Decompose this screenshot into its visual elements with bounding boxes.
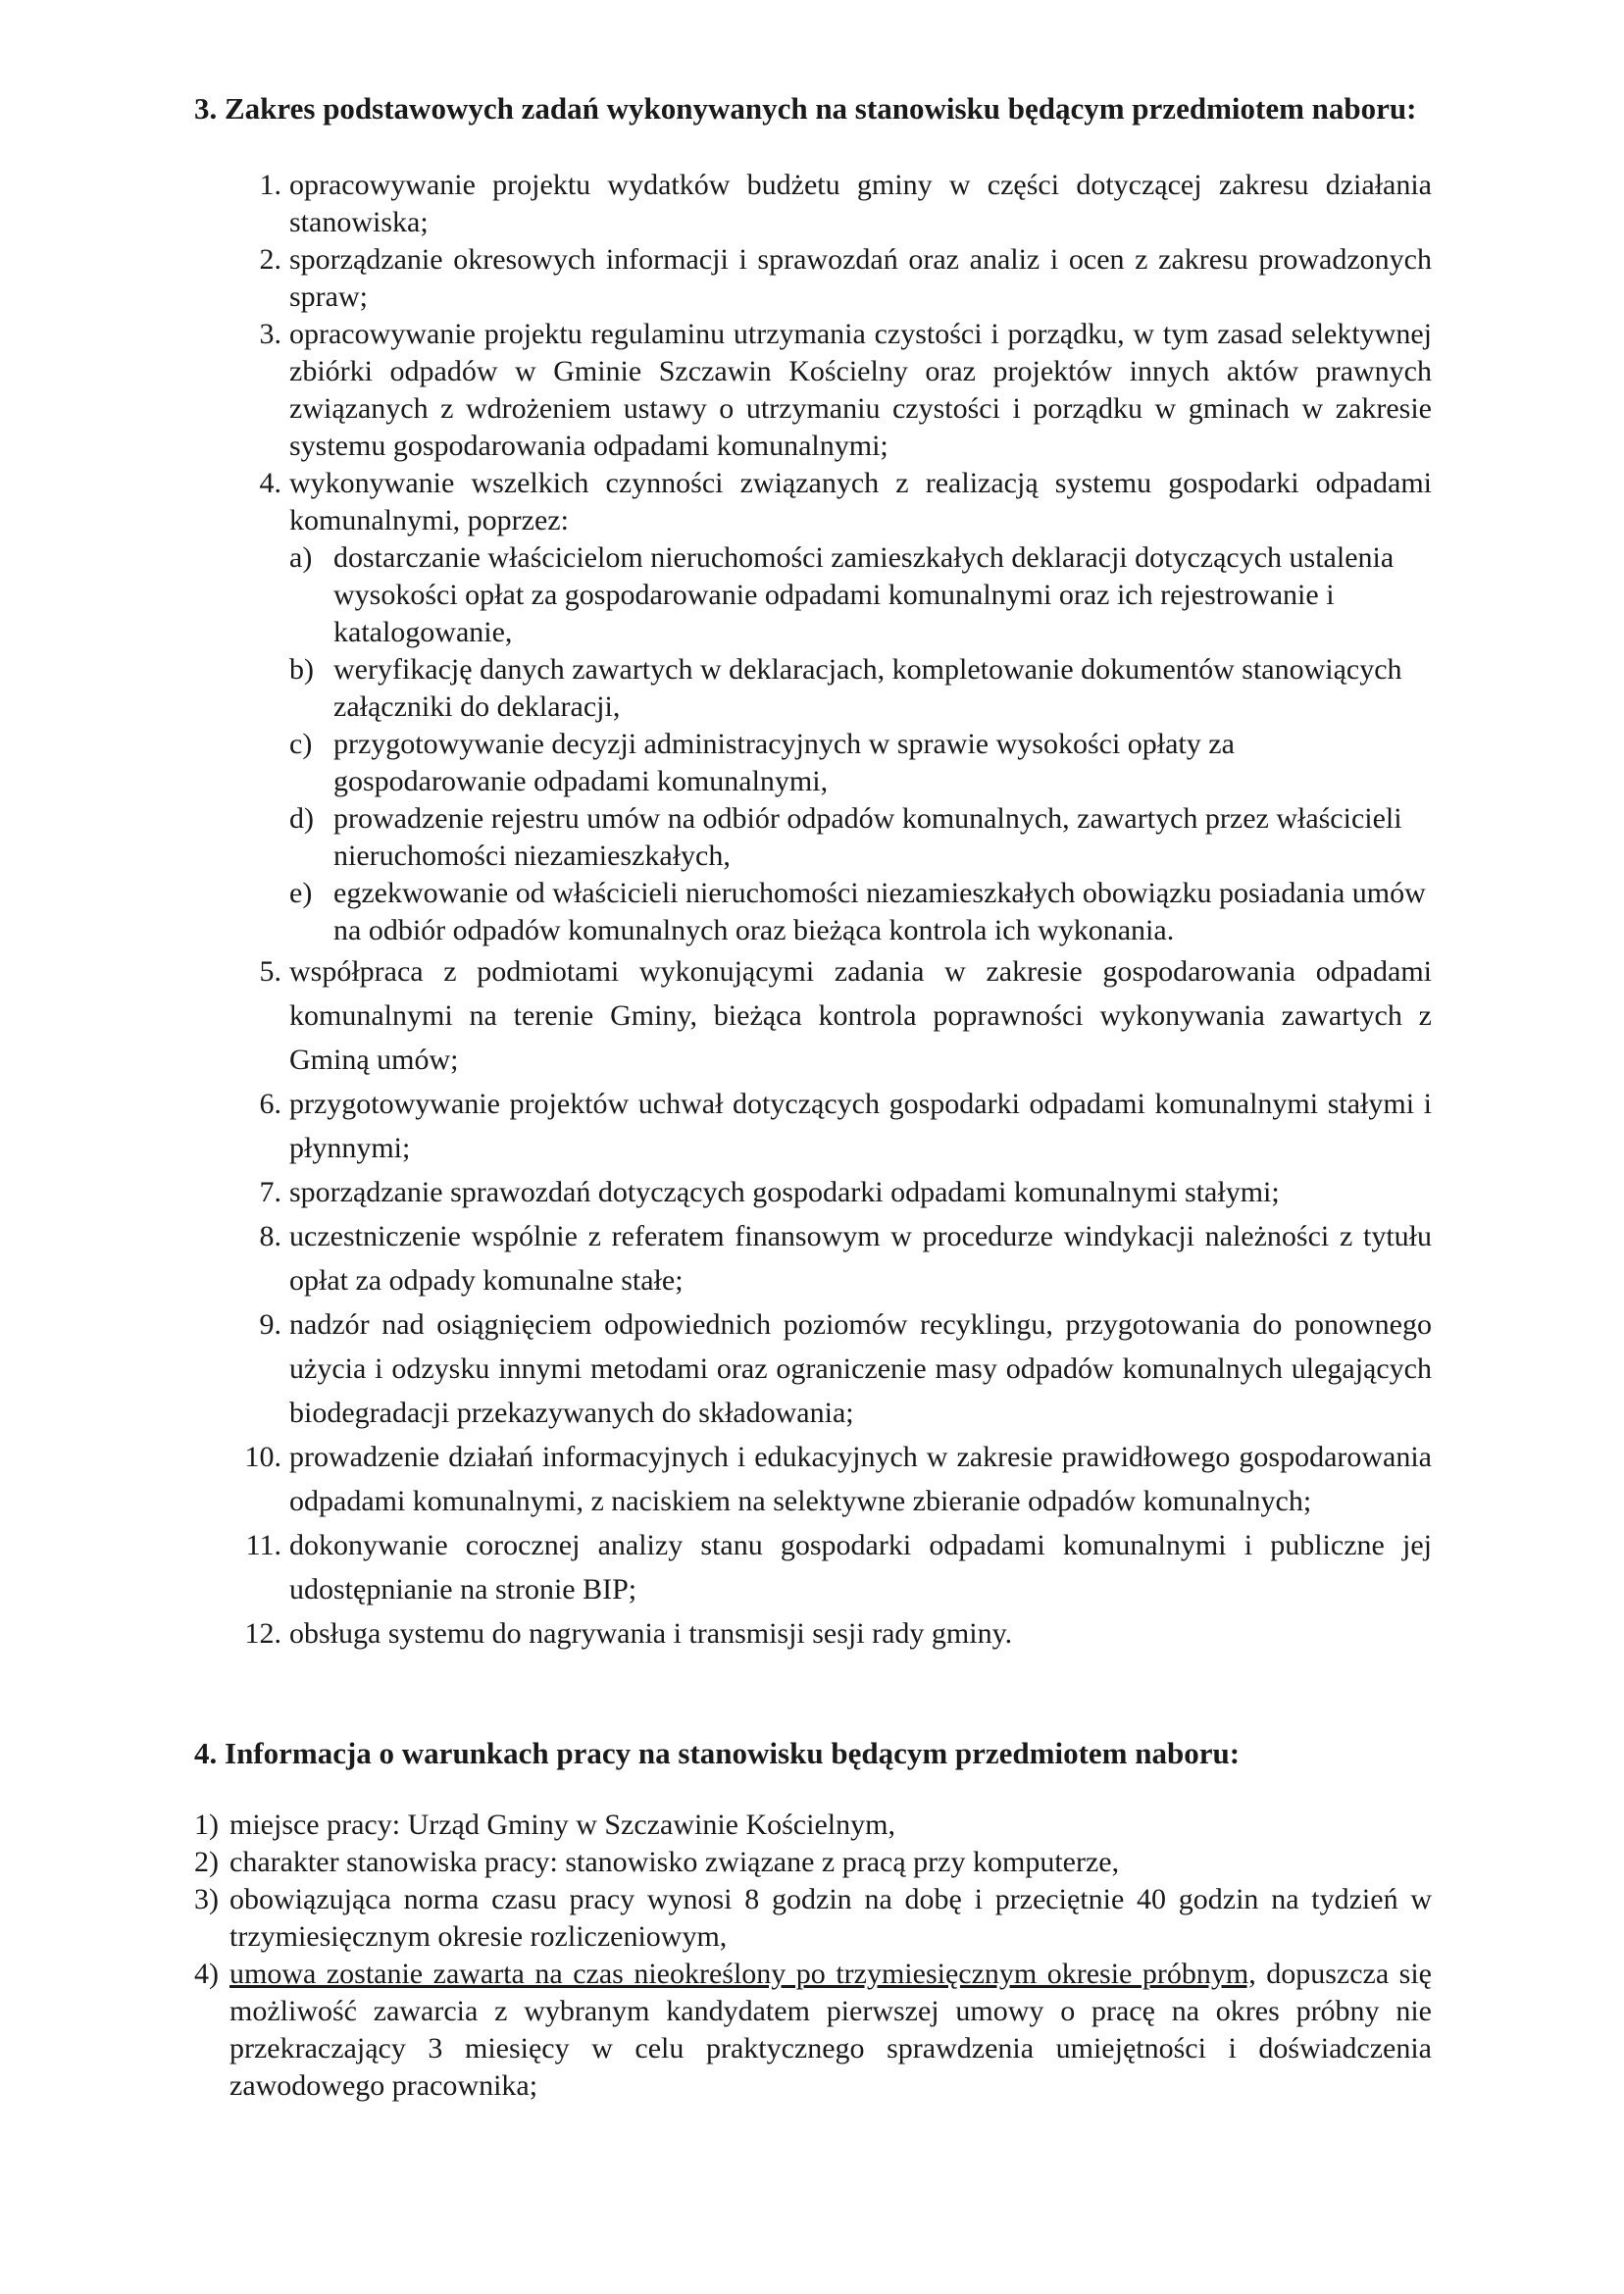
item-number: 6. [259, 1088, 281, 1120]
sub-item-text: prowadzenie rejestru umów na odbiór odpadów komunalnych, zawartych przez właścicieli nieruchomości niezamieszkałych, [333, 802, 1402, 872]
item-text: dokonywanie corocznej analizy stanu gospodarki odpadami komunalnymi i publiczne jej udostępnianie na stronie BIP; [289, 1529, 1432, 1606]
sub-item-text: dostarczanie właścicielom nieruchomości zamieszkałych deklaracji dotyczących ustalenia wysokości opłat za gospodarowanie odpadami komunalnymi oraz ich rejestrowanie i katalogowanie, [333, 541, 1395, 648]
item-number: 4. [259, 467, 281, 499]
section-3-task-list [194, 167, 1432, 1656]
sub-item-label: a) [289, 541, 313, 574]
item-number: 2) [194, 1846, 219, 1878]
sub-item-label: c) [289, 728, 313, 760]
sub-list-item [289, 875, 1432, 949]
list-item [194, 316, 1432, 465]
sub-item-label: e) [289, 877, 313, 909]
item-text: obowiązująca norma czasu pracy wynosi 8 godzin na dobę i przeciętnie 40 godzin na tydzień w trzymiesięcznym okresie rozliczeniowym, [229, 1883, 1432, 1953]
section-4-conditions-list [194, 1807, 1432, 2105]
list-item [194, 1881, 1432, 1956]
item-number: 9. [259, 1308, 281, 1341]
underlined-text: umowa zostanie zawarta na czas nieokreślony po trzymiesięcznym okresie próbnym, [229, 1958, 1256, 1990]
list-item [194, 241, 1432, 316]
sub-list-item [289, 800, 1432, 875]
list-item [194, 1611, 1432, 1656]
item-text: prowadzenie działań informacyjnych i edukacyjnych w zakresie prawidłowego gospodarowania odpadami komunalnymi, z naciskiem na selektywne zbieranie odpadów komunalnych; [289, 1441, 1432, 1517]
item-text: opracowywanie projektu wydatków budżetu gminy w części dotyczącej zakresu działania stanowiska; [289, 169, 1432, 238]
list-item [194, 167, 1432, 241]
list-item [194, 1082, 1432, 1170]
item-text: uczestniczenie wspólnie z referatem finansowym w procedurze windykacji należności z tytułu opłat za odpady komunalne stałe; [289, 1220, 1432, 1297]
list-item [194, 465, 1432, 949]
item-number: 12. [244, 1617, 281, 1650]
list-item [194, 1214, 1432, 1302]
item-number: 8. [259, 1220, 281, 1252]
list-item [194, 1302, 1432, 1435]
item-number: 3. [259, 318, 281, 350]
sub-item-text: przygotowywanie decyzji administracyjnych w sprawie wysokości opłaty za gospodarowanie odpadami komunalnymi, [333, 728, 1235, 797]
sub-item-text: egzekwowanie od właścicieli nieruchomości niezamieszkałych obowiązku posiadania umów na odbiór odpadów komunalnych oraz bieżąca kontrola ich wykonania. [333, 877, 1426, 946]
sub-list-item [289, 539, 1432, 651]
sub-list [289, 539, 1432, 949]
item-text: charakter stanowiska pracy: stanowisko związane z pracą przy komputerze, [229, 1846, 1120, 1878]
item-text: wykonywanie wszelkich czynności związanych z realizacją systemu gospodarki odpadami komunalnymi, poprzez: [289, 467, 1432, 536]
sub-list-item [289, 726, 1432, 800]
list-item [194, 1170, 1432, 1214]
item-text: miejsce pracy: Urząd Gminy w Szczawinie Kościelnym, [229, 1809, 895, 1841]
item-number: 5. [259, 955, 281, 988]
sub-item-text: weryfikację danych zawartych w deklaracjach, kompletowanie dokumentów stanowiących załączniki do deklaracji, [333, 653, 1402, 723]
item-number: 11. [245, 1529, 281, 1561]
section-3-heading: 3. Zakres podstawowych zadań wykonywanych na stanowisku będącym przedmiotem naboru: [194, 91, 1417, 126]
item-text: sporządzanie okresowych informacji i sprawozdań oraz analiz i ocen z zakresu prowadzonych spraw; [289, 243, 1432, 313]
item-text: współpraca z podmiotami wykonującymi zadania w zakresie gospodarowania odpadami komunalnymi na terenie Gminy, bieżąca kontrola poprawności wykonywania zawartych z Gminą umów; [289, 955, 1432, 1076]
item-number: 7. [259, 1176, 281, 1208]
sub-item-label: b) [289, 653, 314, 686]
item-text: przygotowywanie projektów uchwał dotyczących gospodarki odpadami komunalnymi stałymi i płynnymi; [289, 1088, 1432, 1164]
list-item [194, 1844, 1432, 1881]
item-text: opracowywanie projektu regulaminu utrzymania czystości i porządku, w tym zasad selektywnej zbiórki odpadów w Gminie Szczawin Kościelny oraz projektów innych aktów prawnych związanych z wdrożeniem ustawy o utrzymaniu czystości i porządku w gminach w zakresie systemu gospodarowania odpadami komunalnymi; [289, 318, 1432, 462]
list-item [194, 1807, 1432, 1844]
item-text: sporządzanie sprawozdań dotyczących gospodarki odpadami komunalnymi stałymi; [289, 1176, 1280, 1208]
item-number: 1. [259, 169, 281, 201]
list-item [194, 949, 1432, 1082]
list-item [194, 1435, 1432, 1523]
sub-item-label: d) [289, 802, 314, 835]
item-number: 10. [244, 1441, 281, 1473]
item-text: obsługa systemu do nagrywania i transmisji sesji rady gminy. [289, 1617, 1013, 1650]
item-content [289, 465, 1432, 949]
item-text: dopuszcza się możliwość zawarcia z wybranym kandydatem pierwszej umowy o pracę na okres próbny nie przekraczający 3 miesięcy w celu praktycznego sprawdzenia umiejętności i doświadczenia zawodowego pracownika; [229, 1958, 1432, 2102]
sub-list-item [289, 651, 1432, 726]
item-text: nadzór nad osiągnięciem odpowiednich poziomów recyklingu, przygotowania do ponownego użycia i odzysku innymi metodami oraz ograniczenie masy odpadów komunalnych ulegających biodegradacji przekazywanych do składowania; [289, 1308, 1432, 1429]
item-number: 3) [194, 1883, 219, 1915]
item-number: 2. [259, 243, 281, 276]
item-content [229, 1956, 1432, 2105]
list-item [194, 1956, 1432, 2105]
list-item [194, 1523, 1432, 1611]
item-number: 4) [194, 1958, 219, 1990]
item-number: 1) [194, 1809, 219, 1841]
section-4-heading: 4. Informacja o warunkach pracy na stanowisku będącym przedmiotem naboru: [194, 1736, 1241, 1770]
